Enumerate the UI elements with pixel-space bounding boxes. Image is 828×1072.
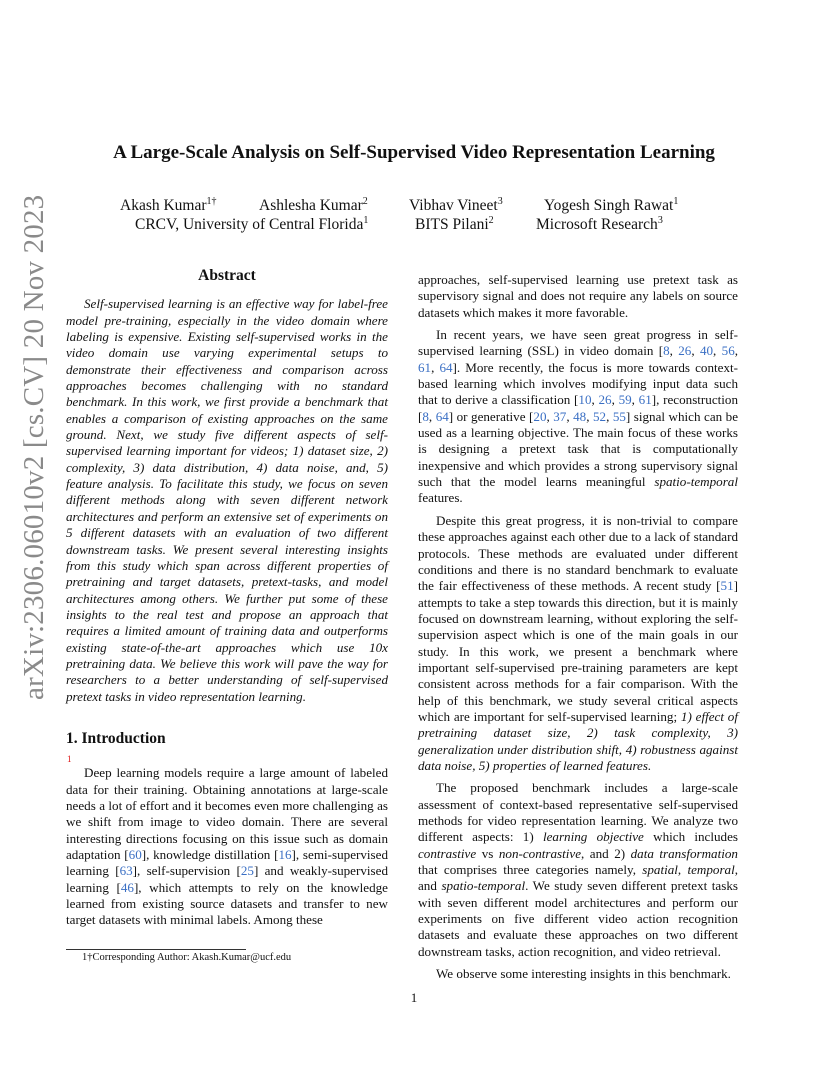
page-number: 1 (410, 990, 418, 1005)
footnote-marker: 1 (67, 754, 72, 765)
citation-link[interactable]: 8 (663, 343, 670, 359)
citation-link[interactable]: 48 (573, 408, 587, 424)
citation-link[interactable]: 25 (240, 863, 254, 879)
right-paragraph-0: approaches, self-supervised learning use pretext task as supervisory signal and does not require any labels on source datasets which makes it more favorable. (418, 272, 738, 320)
footnote-text: 1†Corresponding Author: Akash.Kumar@ucf.edu (82, 952, 292, 963)
affiliation-3: Microsoft Research$^3$ (536, 214, 663, 233)
citation-link[interactable]: 51 (720, 578, 734, 594)
citation-link[interactable]: 55 (612, 408, 626, 424)
author-1: Akash Kumar$^{1\dagger}$ (120, 195, 217, 214)
affiliation-1: CRCV, University of Central Florida$^1$ (135, 214, 369, 233)
right-paragraph-3: The proposed benchmark includes a large-scale assessment of context-based representative self-supervised methods for video representation learning. We analyze two different aspects: 1) learning objective which includes contrastive vs non-contrastive, and 2) data transformation that comprises three categories namely, spatial, temporal, and spatio-temporal. We study seven different pretext tasks with seven different model architectures and perform our experiments on five different video action recognition datasets and evaluate these approaches on two different downstream tasks, action recognition, and video retrieval. (418, 780, 739, 959)
citation-link[interactable]: 40 (699, 343, 714, 359)
citation-link[interactable]: 59 (618, 392, 632, 408)
citation-link[interactable]: 63 (119, 863, 133, 879)
author-4: Yogesh Singh Rawat$^1$ (544, 195, 679, 214)
citation-link[interactable]: 16 (278, 847, 292, 862)
author-2: Ashlesha Kumar$^2$ (259, 195, 368, 214)
paper-title: A Large-Scale Analysis on Self-Supervised Video Representation Learning (113, 142, 715, 163)
left-column (66, 268, 388, 929)
citation-link[interactable]: 26 (598, 392, 612, 408)
citation-link[interactable]: 37 (553, 408, 567, 424)
right-column (418, 272, 738, 982)
citation-link[interactable]: 56 (721, 343, 735, 359)
citation-link[interactable]: 10 (578, 392, 592, 408)
right-paragraph-2: Despite this great progress, it is non-trivial to compare these approaches against each other due to a lack of standard protocols. These methods are evaluated under different conditions and there is no standard benchmark to evaluate the fair effectiveness of these methods. A recent study [51] attempts to take a step towards this direction, but it is mainly focused on downstream learning, without exploring the self-supervision aspect which is one of the main goals in our study. In this work, we present a benchmark where important self-supervised pre-training parameters are kept consistent across methods for a fair comparison. With the help of this benchmark, we study several critical aspects which are important for self-supervised learning; 1) effect of pretraining dataset size, 2) task complexity, 3) generalization under distribution shift, 4) robustness against data noise, 5) properties of learned features. (418, 512, 738, 773)
author-block (110, 196, 730, 234)
abstract-text: Self-supervised learning is an effective way for label-free model pre-training, especially in the video domain where labeling is expensive. Existing self-supervised works in the video domain use varying experimental setups to demonstrate their effectiveness and comparison across approaches becomes challenging with no standard benchmark. In this work, we first provide a benchmark that enables a comparison of existing approaches on the same ground. Next, we study five different aspects of self-supervised learning important for videos; 1) dataset size, 2) complexity, 3) data distribution, 4) data noise, and, 5) feature analysis. To facilitate this study, we focus on seven different methods along with seven different network architectures and perform an extensive set of experiments on 5 different datasets with an evaluation of two different downstream tasks. We present several interesting insights from this study which span across different properties of pretraining and target datasets, pretext-tasks, and model architectures among others. We further put some of these insights to the real test and propose an approach that requires a limited amount of training data and outperforms existing state-of-the-art approaches which use 10x pretraining data. We believe this work will pave the way for researchers to a better understanding of self-supervised pretext tasks in video representation learning. (66, 296, 388, 704)
citation-link[interactable]: 61 (638, 392, 652, 408)
author-3: Vibhav Vineet$^3$ (409, 195, 503, 214)
citation-link[interactable]: 64 (439, 359, 453, 375)
intro-paragraph-1: Deep learning models require a large amount of labeled data for their training. Obtaining annotations at large-scale needs a lot of effort and it becomes even more challenging as we shift from image to video domain. There are several interesting directions focusing on this issue such as domain adaptation [60], knowledge distillation [16], semi-supervised learning [63], self-supervision [25] and weakly-supervised learning [46], which attempts to rely on the knowledge learned from existing source datasets and transfer to new target datasets with minimal labels. Among these (66, 765, 389, 928)
citation-link[interactable]: 46 (120, 879, 134, 895)
abstract-heading: Abstract (198, 267, 256, 284)
section-heading-introduction: 1. Introduction (66, 729, 166, 747)
citation-link[interactable]: 60 (128, 847, 142, 862)
right-paragraph-1: In recent years, we have seen great progress in self-supervised learning (SSL) in video domain [8, 26, 40, 56, 61, 64]. More recently, the focus is more towards context-based learning which involves modifying input data such that to derive a classification [10, 26, 59, 61], reconstruction [8, 64] or generative [20, 37, 48, 52, 55] signal which can be used as a learning objective. The main focus of these works is designing a pretext task that is computationally inexpensive and which provides a strong supervisory signal such that the model learns meaningful spatio-temporal features. (418, 327, 739, 506)
citation-link[interactable]: 8 (422, 408, 429, 424)
author-names-row (110, 196, 730, 215)
citation-link[interactable]: 20 (533, 408, 547, 424)
footnote-rule (66, 949, 246, 950)
citation-link[interactable]: 52 (592, 408, 607, 424)
citation-link[interactable]: 26 (678, 343, 692, 359)
citation-link[interactable]: 64 (435, 408, 449, 424)
right-paragraph-4: We observe some interesting insights in this benchmark. (436, 966, 731, 982)
arxiv-stamp: arXiv:2306.06010v2 [cs.CV] 20 Nov 2023 (18, 194, 50, 700)
citation-link[interactable]: 61 (418, 359, 432, 375)
affiliation-2: BITS Pilani$^2$ (415, 214, 494, 233)
author-affiliations-row (110, 215, 730, 234)
